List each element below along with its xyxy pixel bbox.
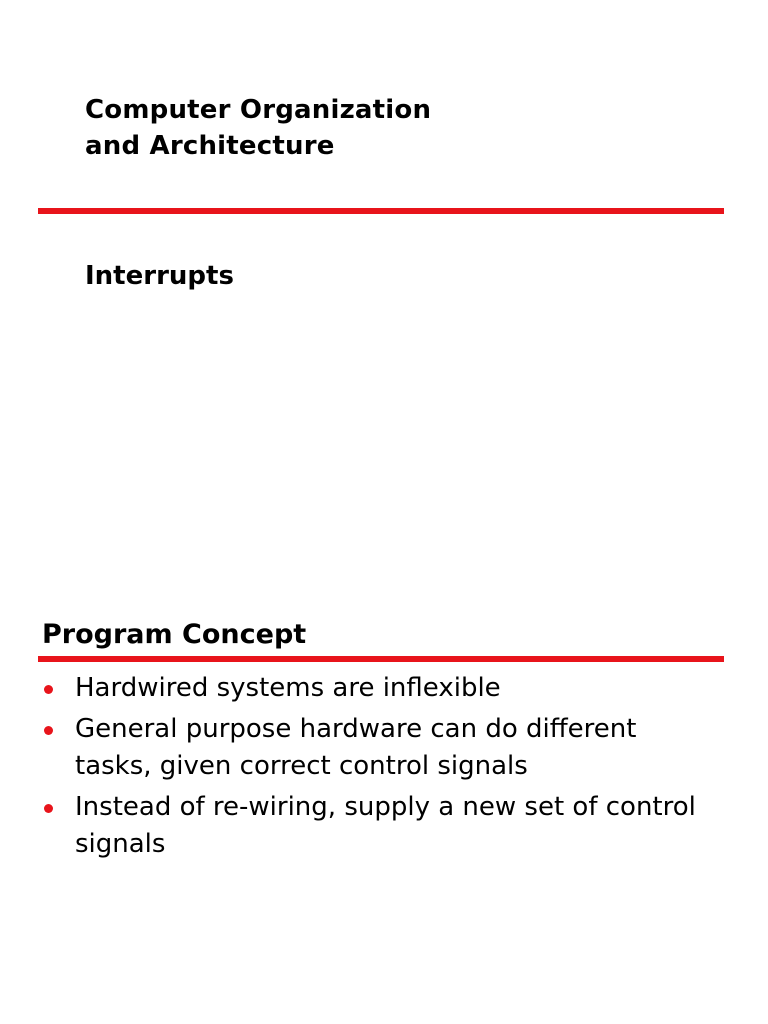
bullet-text: Hardwired systems are inflexible — [75, 673, 501, 703]
bullet-list — [44, 670, 734, 867]
bullet-text: Instead of re-wiring, supply a new set of control — [75, 792, 696, 822]
bullet-item — [44, 711, 734, 785]
bullet-icon — [44, 804, 53, 813]
bullet-icon — [44, 726, 53, 735]
slide-title — [85, 92, 431, 164]
section-divider — [38, 656, 724, 662]
slide-subtitle: Interrupts — [85, 261, 234, 291]
bullet-item — [44, 670, 734, 707]
slide-title-line-2: and Architecture — [85, 131, 335, 161]
section-heading: Program Concept — [42, 619, 307, 650]
bullet-icon — [44, 685, 53, 694]
title-divider — [38, 208, 724, 214]
bullet-text-continued: tasks, given correct control signals — [75, 751, 528, 781]
bullet-text: General purpose hardware can do different — [75, 714, 637, 744]
slide-title-line-1: Computer Organization — [85, 95, 432, 125]
bullet-item — [44, 789, 734, 863]
bullet-text-continued: signals — [75, 829, 166, 859]
